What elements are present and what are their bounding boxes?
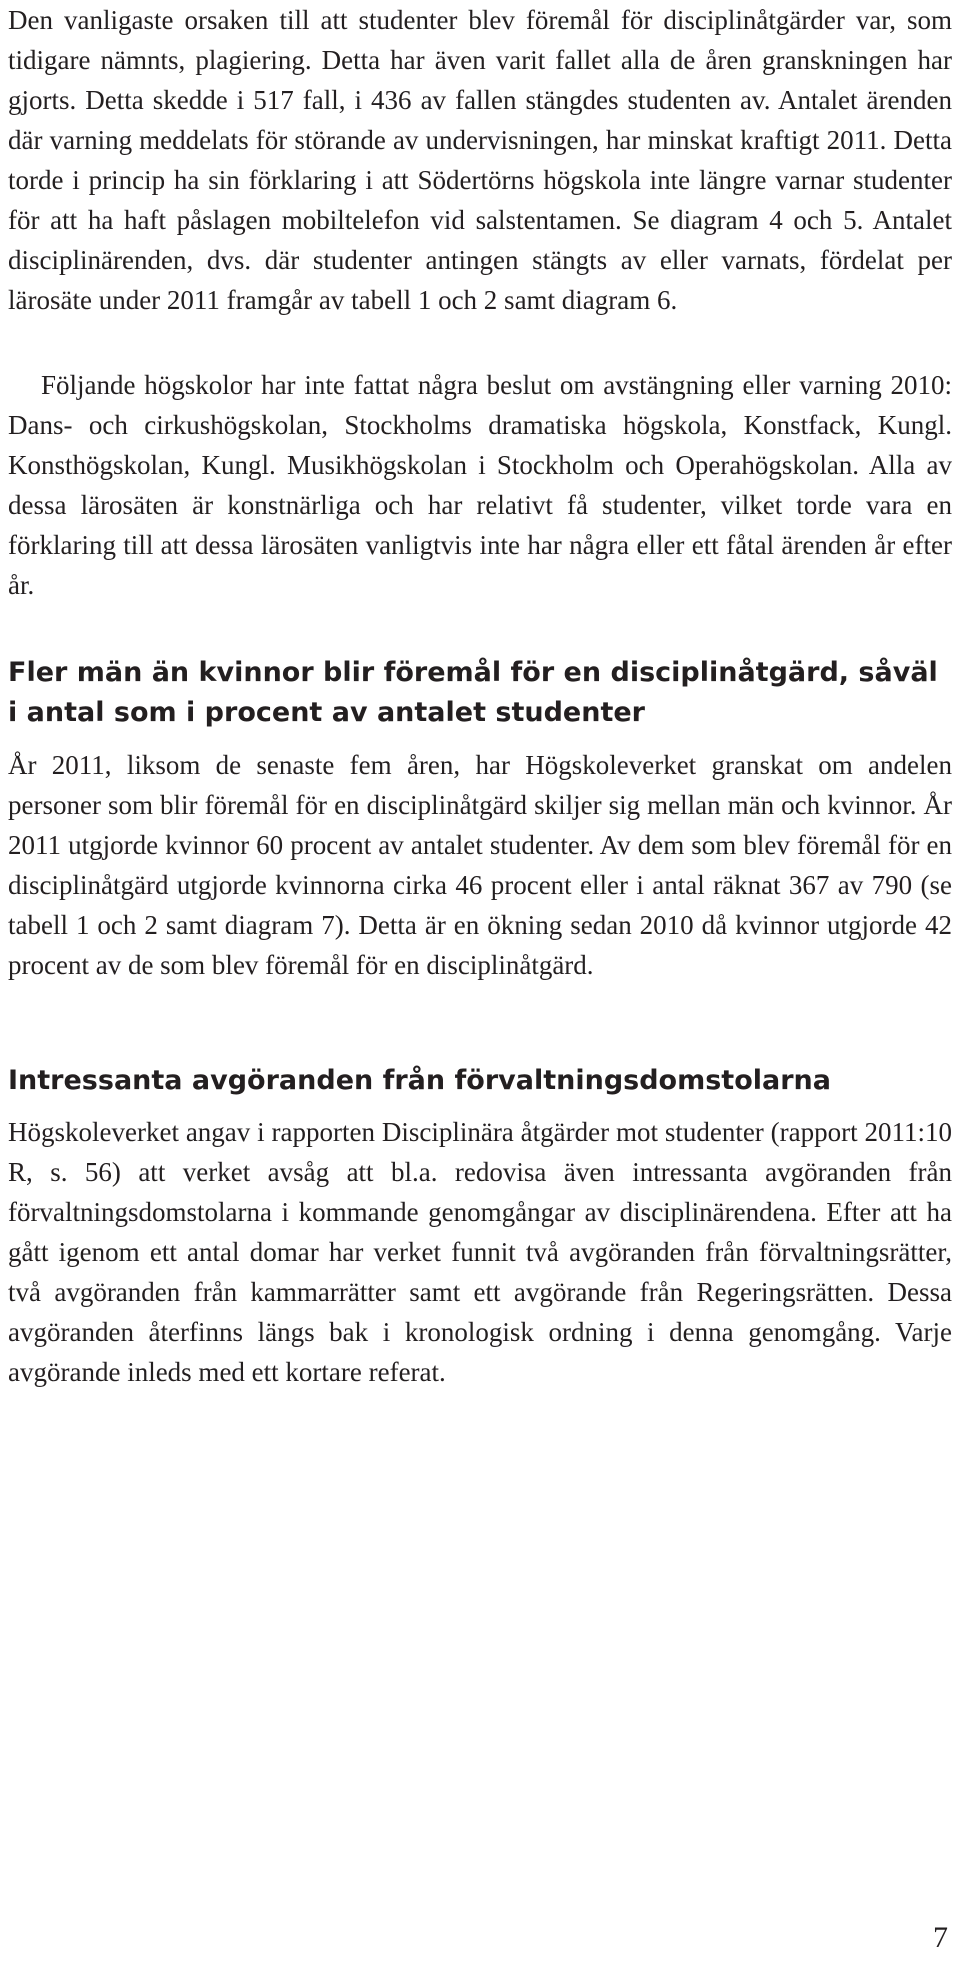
paragraph-gender-statistics: År 2011, liksom de senaste fem åren, har Högskoleverket granskat om andelen personer som blir föremål för en disciplinåtgärd skiljer sig mellan män och kvinnor. År 2011 utgjorde kvinnor 60 procent av antalet studenter. Av dem som blev föremål för en disciplinåtgärd utgjorde kvinnorna cirka 46 procent eller i antal räknat 367 av 790 (se tabell 1 och 2 samt diagram 7). Detta är en ökning sedan 2010 då kvinnor utgjorde 42 procent av de som blev föremål för en disciplinåtgärd. <box>8 750 952 980</box>
section-heading-court-rulings: Intressanta avgöranden från förvaltningsdomstolarna <box>8 1065 831 1096</box>
paragraph-court-rulings: Högskoleverket angav i rapporten Disciplinära åtgärder mot studenter (rapport 2011:10 R, s. 56) att verket avsåg att bl.a. redovisa även intressanta avgöranden från förvaltningsdomstolarna i kommande genomgångar av disciplinärendena. Efter att ha gått igenom ett antal domar har verket funnit två avgöranden från förvaltningsrätter, två avgöranden från kammarrätter samt ett avgörande från Regeringsrätten. Dessa avgöranden återfinns längs bak i kronologisk ordning i denna genomgång. Varje avgörande inleds med ett kortare referat. <box>8 1117 952 1387</box>
paragraph-art-schools: Följande högskolor har inte fattat några beslut om avstängning eller varning 2010: Dans- och cirkushögskolan, Stockholms dramatiska högskola, Konstfack, Kungl. Konsthögskolan, Kungl. Musikhögskolan i Stockholm och Operahögskolan. Alla av dessa lärosäten är konstnärliga och har relativt få studenter, vilket torde vara en förklaring till att dessa lärosäten vanligtvis inte har några eller ett fåtal ärenden år efter år. <box>8 370 952 600</box>
paragraph-disciplinary-causes: Den vanligaste orsaken till att studenter blev föremål för disciplinåtgärder var, som tidigare nämnts, plagiering. Detta har även varit fallet alla de åren granskningen har gjorts. Detta skedde i 517 fall, i 436 av fallen stängdes studenten av. Antalet ärenden där varning meddelats för störande av undervisningen, har minskat kraftigt 2011. Detta torde i princip ha sin förklaring i att Södertörns högskola inte längre varnar studenter för att ha haft påslagen mobiltelefon vid salstentamen. Se diagram 4 och 5. Antalet disciplinärenden, dvs. där studenter antingen stängts av eller varnats, fördelat per lärosäte under 2011 framgår av tabell 1 och 2 samt diagram 6. <box>8 5 952 315</box>
section-heading-gender: Fler män än kvinnor blir föremål för en disciplinåtgärd, såväl i antal som i procent av antalet studenter <box>8 657 938 728</box>
page-number: 7 <box>933 1921 948 1954</box>
